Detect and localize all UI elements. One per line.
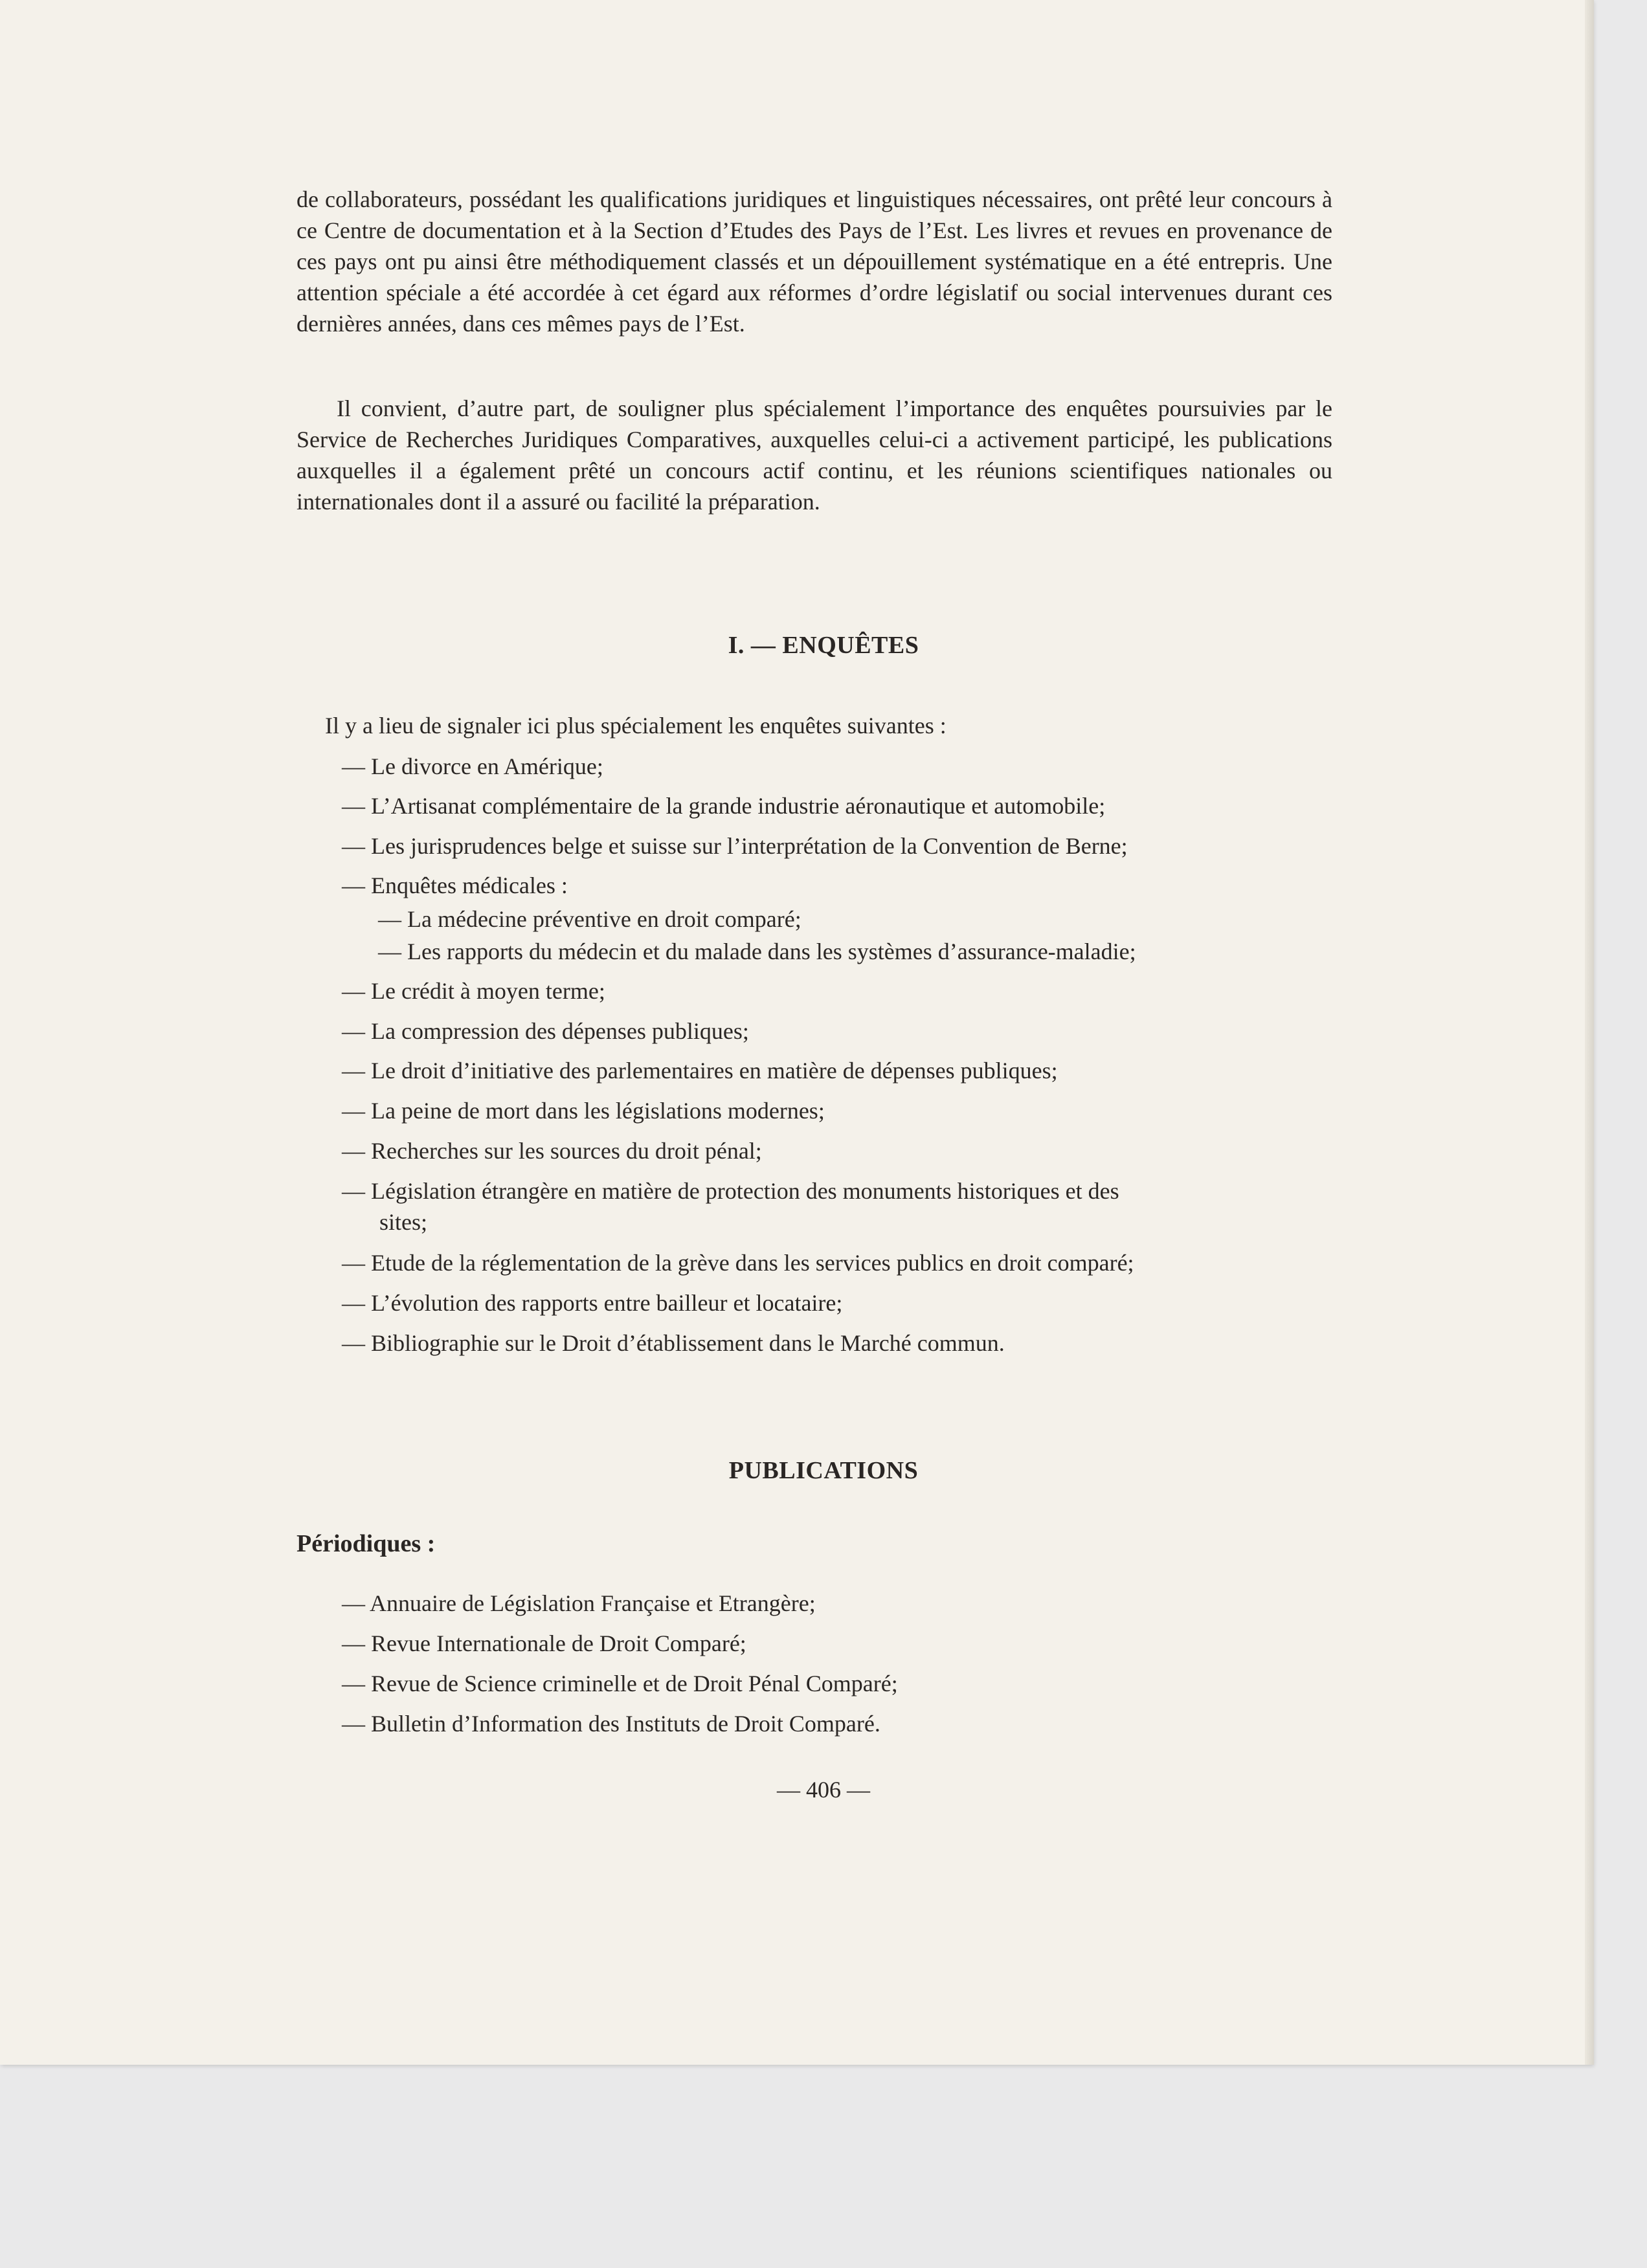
list-item: — Le divorce en Amérique; [342, 753, 603, 779]
subheading-periodiques: Périodiques : [297, 1530, 436, 1557]
enquetes-intro: Il y a lieu de signaler ici plus spécialement les enquêtes suivantes : [325, 713, 947, 739]
list-item: — Revue de Science criminelle et de Droit Pénal Comparé; [342, 1671, 898, 1696]
list-item: — Enquêtes médicales : [342, 873, 568, 898]
list-item: — La compression des dépenses publiques; [342, 1018, 749, 1044]
list-subitem: — La médecine préventive en droit comparé; [378, 906, 801, 932]
body-paragraph-1 [297, 184, 1332, 339]
list-item: — Bibliographie sur le Droit d’établissement dans le Marché commun. [342, 1330, 1005, 1356]
list-item: — Le droit d’initiative des parlementaires en matière de dépenses publiques; [342, 1058, 1058, 1084]
page-edge [1585, 0, 1594, 2065]
list-item: — Bulletin d’Information des Instituts de Droit Comparé. [342, 1711, 880, 1737]
list-item: — Recherches sur les sources du droit pénal; [342, 1138, 762, 1164]
list-item: — Revue Internationale de Droit Comparé; [342, 1630, 746, 1656]
list-item: — Le crédit à moyen terme; [342, 978, 605, 1004]
list-item: — L’évolution des rapports entre bailleur et locataire; [342, 1290, 843, 1316]
section-heading-publications: PUBLICATIONS [728, 1457, 919, 1484]
list-item: — Annuaire de Législation Française et Etrangère; [342, 1590, 816, 1616]
section-heading-enquetes: I. — ENQUÊTES [728, 632, 919, 659]
list-item: — L’Artisanat complémentaire de la grande industrie aéronautique et automobile; [342, 793, 1106, 819]
paragraph-text: Il convient, d’autre part, de souligner plus spécialement l’importance des enquêtes poursuivies par le Service de Recherches Juridiques Comparatives, auxquelles celui-ci a activement participé, les publications auxquelles il a également prêté un concours actif continu, et les réunions scientifiques nationales ou internationales dont il a assuré ou facilité la préparation. [297, 395, 1332, 515]
page-number: — 406 — [777, 1777, 870, 1803]
list-subitem: — Les rapports du médecin et du malade dans les systèmes d’assurance-maladie; [378, 939, 1136, 964]
list-item: — La peine de mort dans les législations modernes; [342, 1098, 825, 1124]
paragraph-text: de collaborateurs, possédant les qualifications juridiques et linguistiques nécessaires, ont prêté leur concours à ce Centre de documentation et à la Section d’Etudes des Pays de l’Est. Les livres et revues en provenance de ces pays ont pu ainsi être méthodiquement classés et un dépouillement systématique en a été entrepris. Une attention spéciale a été accordée à cet égard aux réformes d’ordre législatif ou social intervenues durant ces dernières années, dans ces mêmes pays de l’Est. [297, 186, 1332, 337]
list-item: — Législation étrangère en matière de protection des monuments historiques et des [342, 1178, 1119, 1204]
list-item: — Etude de la réglementation de la grève dans les services publics en droit comparé; [342, 1250, 1134, 1276]
list-item-continuation: sites; [379, 1209, 428, 1235]
body-paragraph-2 [297, 393, 1332, 517]
list-item: — Les jurisprudences belge et suisse sur l’interprétation de la Convention de Berne; [342, 833, 1128, 859]
